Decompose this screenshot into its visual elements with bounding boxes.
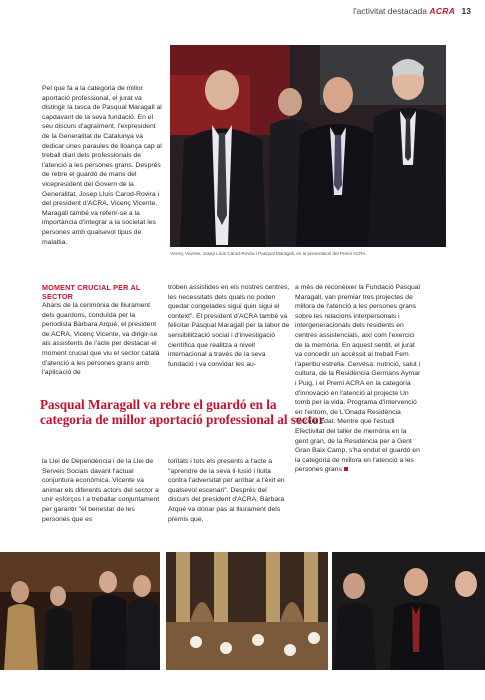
section-label: l'activitat destacada <box>353 6 428 16</box>
page-header <box>353 6 471 16</box>
paragraph: troben assistides en els nostres centres, les necessitats dels quals no poden quedar congelades sigui quin sigui el context". El president d'ACRA també va felicitar Pasqual Maragall per la labor de sensibilització social i d'investigació científica que realitza a nivell internacional a través de la seva fundació i va convidar les au- <box>168 284 290 368</box>
text-column-2-bottom <box>168 457 290 524</box>
paragraph <box>295 283 421 475</box>
paragraph: la Llei de Dependència i de la Llei de Serveis Socials davant l'actual conjuntura econòmica. Vicente va animar els diferents actors del sector a unir esforços i a treballar conjuntament per garantir "el benestar de les persones que es <box>42 458 160 523</box>
section-subhead: MOMENT CRUCIAL PER AL SECTOR <box>42 283 141 301</box>
text-column-2-mid <box>168 283 290 369</box>
end-mark <box>344 467 348 471</box>
pull-headline: Pasqual Maragall va rebre el guardó en la categoria de millor aportació professional al sector <box>40 397 325 427</box>
bottom-photo-right-illustration <box>332 552 485 670</box>
acra-logo: ACRA <box>429 6 456 16</box>
bottom-photo-right <box>332 552 485 670</box>
text-column-1-mid <box>42 283 164 378</box>
text-column-3 <box>295 283 421 475</box>
bottom-photo-center <box>166 552 328 670</box>
paragraph-text: a més de reconèixer la Fundació Pasqual Maragall, van premiar tres projectes de millora de l'atenció a les persones grans sobre les relacions interpersonals i intergeneracionals dels residents en centres assistencials, així com l'exercici de la memòria. En aquest sentit, el jurat va concedir un accèssit al treball Fem l'aperitiu estrella. Cervesa: nutrició, salut i cultura, de la Residència Germans Aymar i Puig, i el Premi ACRA en la categoria d'innovació en l'atenció al projecte Un tomb per la vida. Programa d'intervenció en l'entorn, de L'Onada Residència Tercera Edat. Mentre que l'estudi Efectivitat del taller de memòria en la gent gran, de la Residència per a Gent Gran Baix Camp, s'ha endut el guardó en la categoria de millora en l'atenció a les persones grans <box>295 284 421 474</box>
page-number: 13 <box>461 6 471 16</box>
main-photo <box>170 45 446 247</box>
bottom-photo-left-illustration <box>0 552 160 670</box>
bottom-photo-left <box>0 552 160 670</box>
paragraph: toritats i tots els presents a l'acte a "aprendre de la seva il·lusió i lluita contra l'adversitat per arribar a l'èxit en qualsevol escenari". Després del discurs del president d'ACRA, Bàrbara Arqué va donar pas al lliurament dels premis que, <box>168 458 285 523</box>
text-column-top-left <box>42 84 164 247</box>
paragraph: Pel que fa a la categoria de millor aportació professional, el jurat va distingir la tasca de Pasqual Maragall al capdavant de la seva fundació. En el seu discurs d'agraïment, l'expresident de la Generalitat de Catalunya va dedicar unes paraules de lloança cap al treball diari dels professionals de l'atenció a les persones grans. Després de rebre el guardó de mans del vicepresident del Govern de la Generalitat, Josep Lluís Carod-Rovira i del president d'ACRA, Vicenç Vicente, Maragall també va referir-se a la importància d'integrar a la societat les persones amb qualsevol tipus de malaltia. <box>42 85 162 246</box>
text-column-1-bottom <box>42 457 164 524</box>
main-photo-illustration <box>170 45 446 247</box>
paragraph: Abans de la cerimònia de lliurament dels guardons, conduïda per la periodista Bàrbara Arqué, el president de ACRA, Vicenç Vicente, va dirigir-se als assistents de l'acte per destacar el moment crucial que viu el sector català d'atenció a les persones grans amb l'aplicació de <box>42 302 160 377</box>
photo-caption: Vicenç Vicente, Josep Lluís Carod-Rovira i Pasqual Maragall, en la presentació del Premi ACRA <box>170 251 366 256</box>
bottom-photo-center-illustration <box>166 552 328 670</box>
